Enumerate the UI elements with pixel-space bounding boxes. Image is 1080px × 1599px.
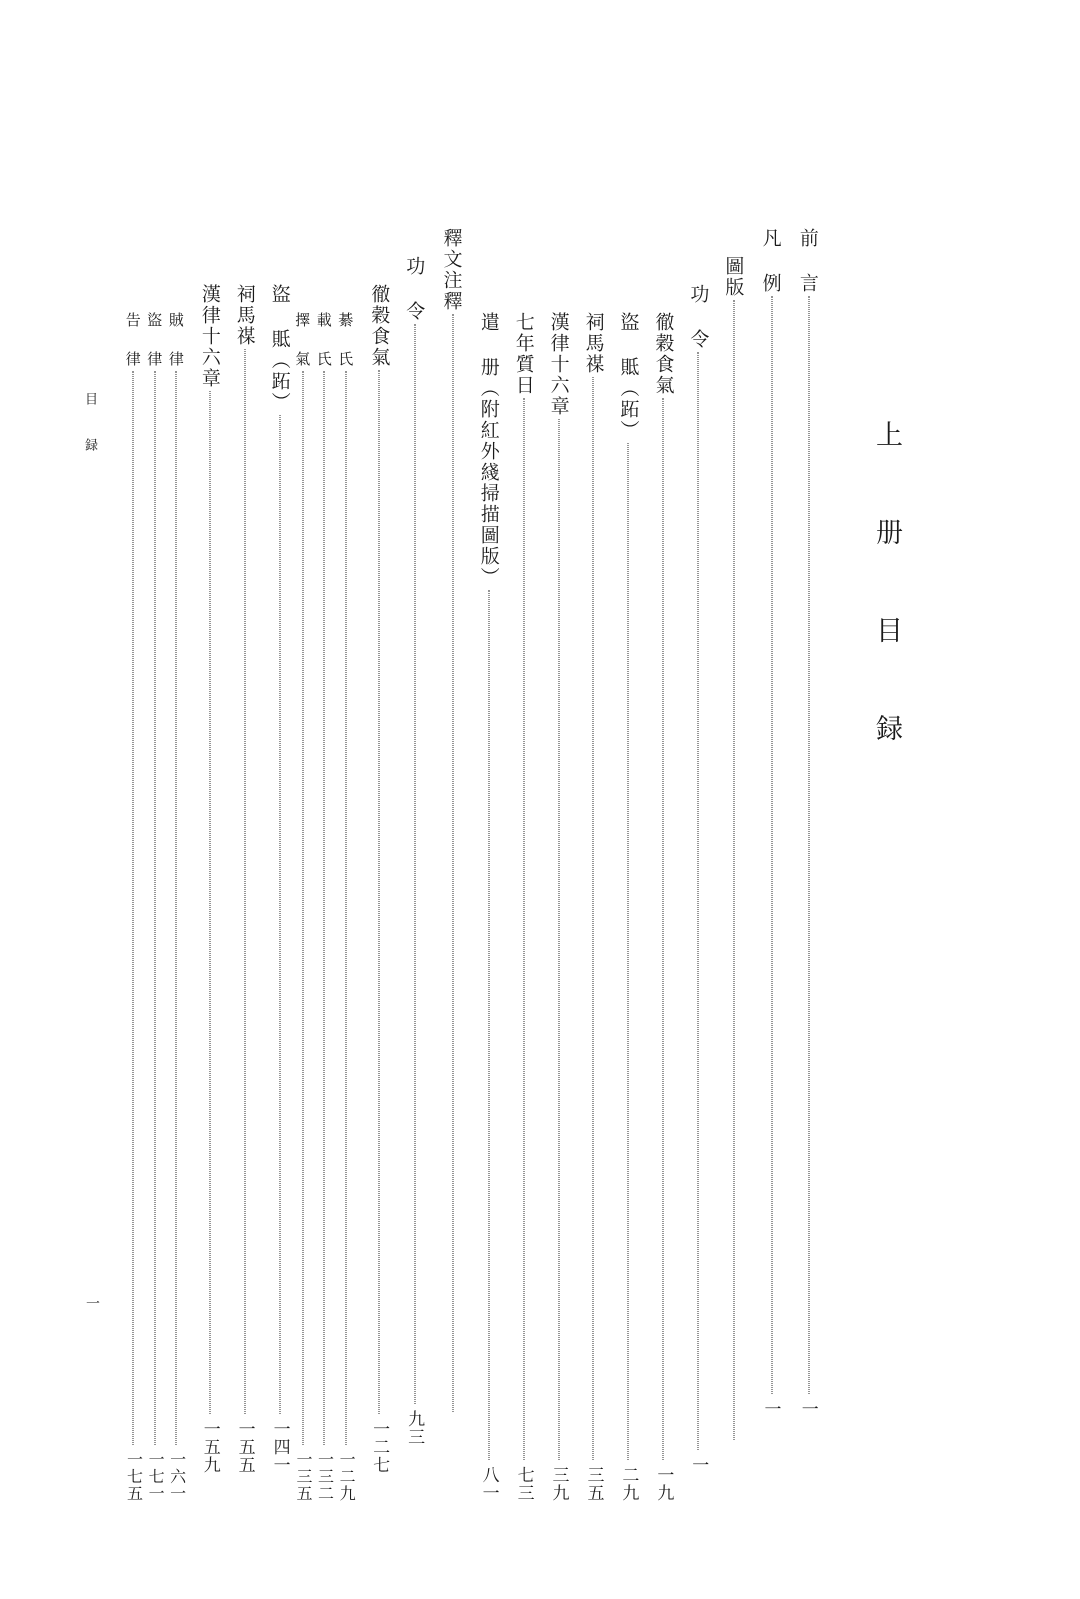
toc-entry[interactable] [653, 228, 673, 1502]
toc-entry[interactable] [168, 228, 185, 1502]
toc-entry-label: 七年質日 [512, 312, 535, 396]
toc-entry-page: 三五 [583, 1466, 604, 1502]
toc-entry-label: 祠馬禖 [233, 284, 256, 347]
toc-entry[interactable] [514, 228, 534, 1502]
toc-entry-label: 擇 氣 [293, 312, 312, 369]
toc-entry-label: 功 令 [687, 284, 710, 350]
toc-entry[interactable] [125, 228, 142, 1502]
toc-entry-label: 盜 貾（跖） [617, 312, 640, 441]
toc-leader-dots [168, 369, 185, 1447]
toc-entry[interactable] [200, 228, 220, 1474]
toc-leader-dots [316, 369, 333, 1447]
toc-leader-dots [479, 588, 499, 1462]
toc-entry[interactable] [270, 228, 290, 1474]
toc-leader-dots [404, 322, 426, 1406]
toc-entry-page: 九三 [404, 1410, 425, 1446]
toc-entry-label: 圖版 [722, 256, 745, 298]
toc-entry[interactable] [145, 228, 166, 1502]
toc-leader-dots [369, 368, 389, 1416]
toc-entry-page: 一五九 [199, 1420, 220, 1474]
toc-leader-dots [653, 396, 673, 1462]
toc-leader-dots [200, 389, 220, 1416]
toc-entry-page: 一四一 [269, 1420, 290, 1474]
toc-entry-label: 釋文注釋 [440, 228, 463, 312]
toc-entry[interactable] [404, 228, 426, 1446]
toc-entry[interactable] [442, 228, 464, 1418]
toc-entry-page: 二九 [618, 1466, 639, 1502]
toc-entry-page: 一二九 [337, 1451, 357, 1502]
page-number: 一 [84, 1296, 100, 1310]
toc-entry-label: 徹穀食氣 [652, 312, 675, 396]
toc-entry[interactable] [688, 228, 708, 1474]
toc-entry-page: 一 [797, 1400, 818, 1418]
toc-entry-page: 一三五 [293, 1451, 313, 1502]
toc-leader-dots [514, 396, 534, 1462]
toc-leader-dots [235, 347, 255, 1416]
toc-entry[interactable] [316, 228, 333, 1502]
toc-leader-dots [294, 369, 311, 1447]
toc-entry-page: 一七五 [124, 1451, 144, 1502]
toc-leader-dots [798, 294, 820, 1396]
toc-entry-label: 告 律 [123, 312, 142, 369]
toc-entry[interactable] [584, 228, 604, 1502]
toc-entry-page: 三九 [548, 1466, 569, 1502]
toc-entry-page: 七三 [513, 1466, 534, 1502]
toc-leader-dots [761, 294, 783, 1396]
page-title: 上 册 目 録 [871, 420, 902, 761]
toc-entry-label: 盜 律 [145, 312, 164, 369]
toc-entry-page: 八一 [478, 1466, 499, 1502]
toc-entry-page: 一二七 [369, 1420, 390, 1474]
toc-entry-page: 一三二 [315, 1451, 335, 1502]
toc-entry-label: 漢律十六章 [547, 312, 570, 417]
toc-entry-page: 一九 [653, 1466, 674, 1502]
toc-leader-dots [688, 350, 708, 1452]
toc-leader-dots [584, 375, 604, 1462]
toc-entry-page: 一五五 [234, 1420, 255, 1474]
toc-entry[interactable] [761, 228, 783, 1418]
toc-entry[interactable] [723, 228, 745, 1446]
toc-entry-label: 祠馬禖 [582, 312, 605, 375]
toc-entry-label: 綦 氏 [336, 312, 355, 369]
toc-entry-page: 一 [688, 1456, 709, 1474]
toc-entry[interactable] [336, 228, 357, 1502]
toc-entry-page: 一七一 [146, 1451, 166, 1502]
toc-entry-label: 遣 册（附紅外綫掃描圖版） [477, 312, 500, 588]
toc-entry-label: 凡 例 [759, 228, 782, 294]
toc-entry[interactable] [479, 228, 499, 1502]
toc-entry-label: 徹穀食氣 [368, 284, 391, 368]
toc-entry-label: 前 言 [796, 228, 819, 294]
table-of-contents [120, 228, 820, 1502]
toc-entry[interactable] [619, 228, 639, 1502]
toc-leader-dots [723, 298, 745, 1442]
toc-leader-dots [337, 369, 354, 1447]
toc-entry[interactable] [369, 228, 389, 1474]
toc-entry-page: 一六一 [167, 1451, 187, 1502]
toc-entry-label: 盜 貾（跖） [268, 284, 291, 413]
running-head: 目 録 [82, 392, 97, 460]
toc-leader-dots [442, 312, 464, 1414]
toc-entry[interactable] [294, 228, 311, 1502]
toc-leader-dots [549, 417, 569, 1462]
toc-entry-label: 載 氏 [314, 312, 333, 369]
toc-leader-dots [270, 413, 290, 1416]
toc-entry-label: 賊 律 [166, 312, 185, 369]
toc-entry[interactable] [798, 228, 820, 1418]
toc-leader-dots [146, 369, 163, 1447]
toc-leader-dots [619, 441, 639, 1462]
toc-entry[interactable] [549, 228, 569, 1502]
toc-entry-page: 一 [760, 1400, 781, 1418]
toc-leader-dots [125, 369, 142, 1447]
toc-entry[interactable] [235, 228, 255, 1474]
toc-entry-label: 功 令 [403, 256, 426, 322]
toc-entry-label: 漢律十六章 [198, 284, 221, 389]
